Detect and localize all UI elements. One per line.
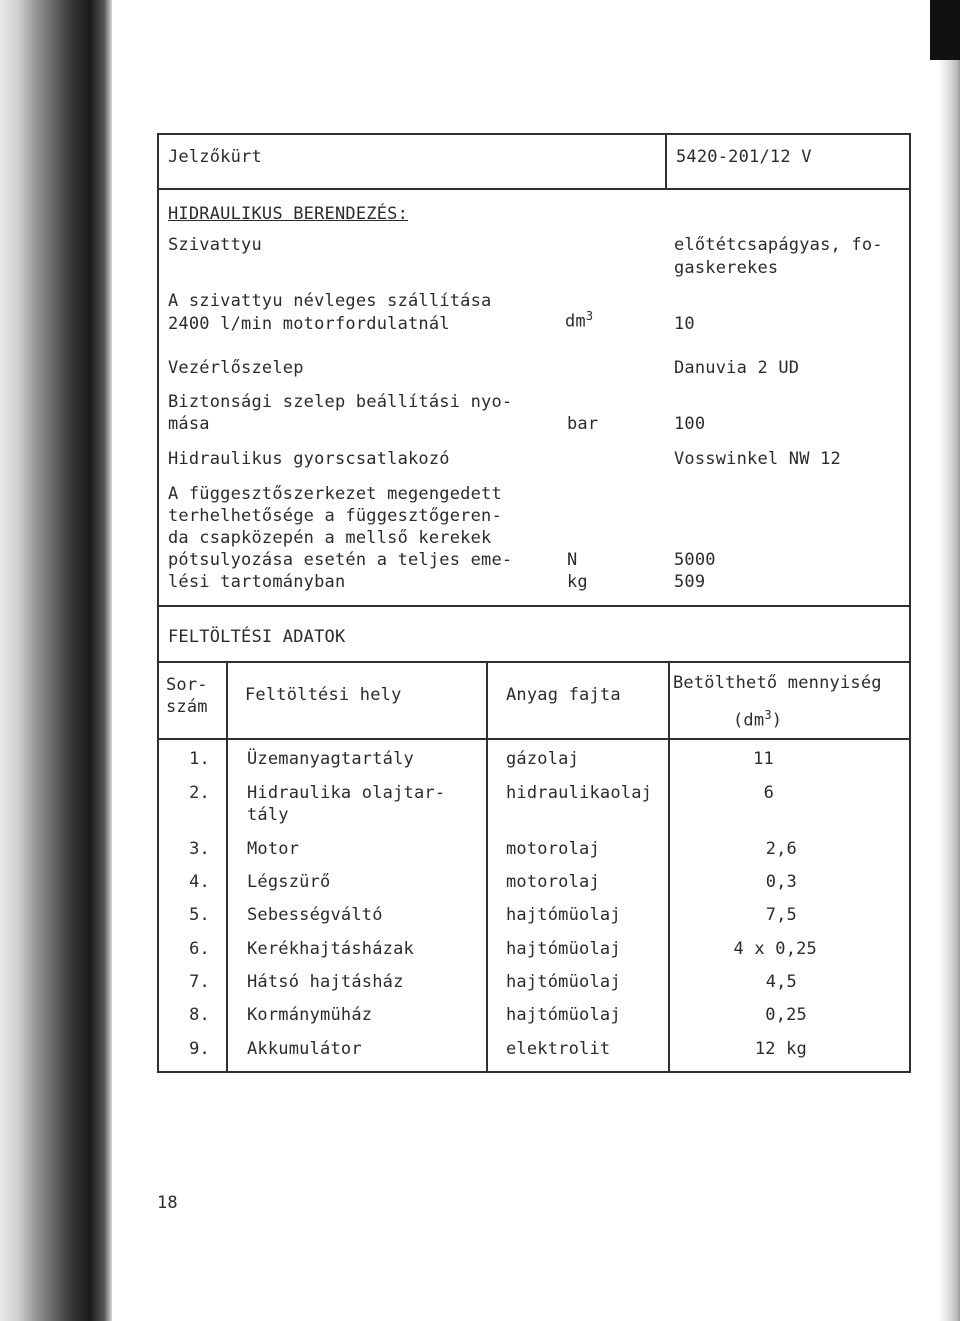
row-quantity: 7,5 — [765, 905, 797, 925]
row-no: 4. — [189, 872, 210, 892]
spec-table-frame — [157, 133, 911, 1073]
row-quantity: 4,5 — [765, 972, 797, 992]
col-header-quantity-unit — [733, 704, 782, 732]
row-place: Üzemanyagtartály — [247, 749, 414, 769]
row-material: hajtómüolaj — [506, 939, 621, 959]
row-place-line2: tály — [247, 805, 289, 825]
row-place: Akkumulátor — [247, 1039, 362, 1059]
row-place: Kormánymüház — [247, 1005, 373, 1025]
row-place: Kerékhajtásházak — [247, 939, 414, 959]
row-no: 7. — [189, 972, 210, 992]
pump-value-line2: gaskerekes — [674, 258, 779, 278]
row-material: hidraulikaolaj — [506, 783, 653, 803]
row-quantity: 4 x 0,25 — [733, 939, 817, 959]
hydraulics-heading: HIDRAULIKUS BERENDEZÉS: — [168, 204, 409, 224]
filling-header-top — [157, 661, 911, 663]
row-place: Sebességváltó — [247, 905, 383, 925]
row-quantity: 11 — [753, 749, 774, 769]
row-material: hajtómüolaj — [506, 1005, 621, 1025]
header-column-divider — [665, 133, 667, 189]
control-valve-label: Vezérlőszelep — [168, 358, 304, 378]
row-quantity: 0,25 — [765, 1005, 807, 1025]
quick-coupler-value: Vosswinkel NW 12 — [674, 449, 841, 469]
row-no: 8. — [189, 1005, 210, 1025]
row-place: Motor — [247, 839, 300, 859]
safety-valve-unit: bar — [567, 414, 599, 434]
row-material: hajtómüolaj — [506, 905, 621, 925]
filling-heading: FELTÖLTÉSI ADATOK — [168, 627, 346, 647]
pump-flow-unit-base: dm — [565, 311, 586, 332]
document-code: 5420-201/12 V — [676, 147, 812, 167]
filling-header-bottom — [157, 738, 911, 740]
lift-capacity-value-kg: 509 — [674, 572, 706, 592]
row-quantity: 0,3 — [765, 872, 797, 892]
row-quantity: 2,6 — [765, 839, 797, 859]
pump-value-line1: előtétcsapágyas, fo- — [674, 235, 883, 255]
row-material: gázolaj — [506, 749, 580, 769]
row-no: 6. — [189, 939, 210, 959]
row-material: motorolaj — [506, 872, 600, 892]
row-material: hajtómüolaj — [506, 972, 621, 992]
quantity-unit-close: ) — [771, 710, 783, 731]
control-valve-value: Danuvia 2 UD — [674, 358, 800, 378]
col-header-no-line1: Sor- — [166, 675, 208, 695]
filling-col-divider-2 — [486, 661, 488, 1073]
row-no: 2. — [189, 783, 210, 803]
row-quantity: 12 kg — [754, 1039, 807, 1059]
row-no: 9. — [189, 1039, 210, 1059]
safety-valve-value: 100 — [674, 414, 706, 434]
row-place: Hátsó hajtásház — [247, 972, 404, 992]
scan-binding-edge — [0, 0, 112, 1321]
pump-flow-unit-sup: 3 — [585, 309, 594, 323]
row-place: Légszürő — [247, 872, 331, 892]
safety-valve-label-line1: Biztonsági szelep beállítási nyo- — [168, 392, 513, 412]
row-no: 3. — [189, 839, 210, 859]
row-material: motorolaj — [506, 839, 600, 859]
scan-right-edge — [938, 0, 960, 1321]
row-no: 5. — [189, 905, 210, 925]
lift-capacity-label-line5: lési tartományban — [168, 572, 346, 592]
pump-flow-unit — [565, 305, 593, 333]
section-divider — [157, 605, 911, 607]
pump-flow-label-line2: 2400 l/min motorfordulatnál — [168, 314, 450, 334]
quantity-unit-sup: 3 — [764, 708, 772, 722]
quick-coupler-label: Hidraulikus gyorscsatlakozó — [168, 449, 450, 469]
pump-label: Szivattyu — [168, 235, 262, 255]
pump-flow-value: 10 — [674, 314, 695, 334]
row-material: elektrolit — [506, 1039, 611, 1059]
filling-col-divider-1 — [226, 661, 228, 1073]
lift-capacity-unit-kg: kg — [567, 572, 588, 592]
page-number: 18 — [157, 1193, 178, 1213]
col-header-no-line2: szám — [166, 697, 208, 717]
lift-capacity-value-n: 5000 — [674, 550, 716, 570]
lift-capacity-label-line4: pótsulyozása esetén a teljes eme- — [168, 550, 513, 570]
safety-valve-label-line2: mása — [168, 414, 210, 434]
col-header-quantity: Betölthető mennyiség — [673, 673, 882, 693]
row-place: Hidraulika olajtar- — [247, 783, 446, 803]
document-title: Jelzőkürt — [168, 147, 262, 167]
lift-capacity-label-line2: terhelhetősége a függesztőgeren- — [168, 506, 502, 526]
quantity-unit-base: (dm — [733, 710, 765, 731]
col-header-material: Anyag fajta — [506, 685, 621, 705]
row-quantity: 6 — [763, 783, 774, 803]
row-no: 1. — [189, 749, 210, 769]
lift-capacity-label-line3: da csapközepén a mellső kerekek — [168, 528, 492, 548]
lift-capacity-unit-n: N — [567, 550, 578, 570]
col-header-place: Feltöltési hely — [245, 685, 402, 705]
header-divider — [157, 188, 911, 190]
scan-corner-shadow — [930, 0, 960, 60]
pump-flow-label-line1: A szivattyu névleges szállítása — [168, 291, 492, 311]
lift-capacity-label-line1: A függesztőszerkezet megengedett — [168, 484, 502, 504]
